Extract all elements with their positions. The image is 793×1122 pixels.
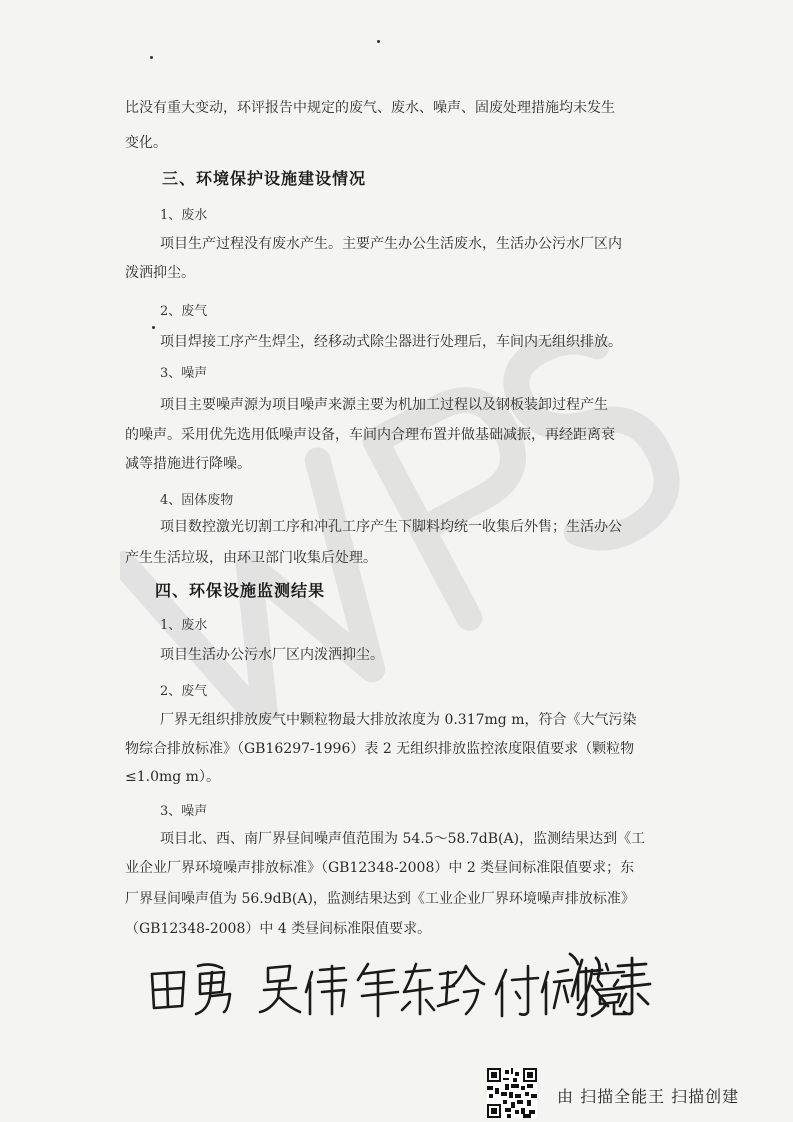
paragraph-line: （GB12348-2008）中 4 类昼间标准限值要求。 — [125, 921, 432, 937]
paragraph-line: 业企业厂界环境噪声排放标准》（GB12348-2008）中 2 类昼间标准限值要求；东 — [125, 860, 635, 876]
paragraph-line: 项目数控激光切割工序和冲孔工序产生下脚料均统一收集后外售；生活办公 — [160, 519, 622, 535]
paragraph-line: 项目生产过程没有废水产生。主要产生办公生活废水，生活办公污水厂区内 — [160, 236, 622, 252]
subsection-title: 1、废水 — [160, 208, 208, 223]
scan-speck — [152, 326, 155, 329]
intro-line: 比没有重大变动，环评报告中规定的废气、废水、噪声、固废处理措施均未发生 — [125, 100, 615, 116]
paragraph-line: 项目北、西、南厂界昼间噪声值范围为 54.5～58.7dB(A)，监测结果达到《工 — [160, 831, 646, 847]
subsection-title: 2、废气 — [160, 684, 208, 699]
paragraph-line: 产生生活垃圾，由环卫部门收集后处理。 — [125, 550, 377, 566]
intro-line: 变化。 — [125, 135, 167, 151]
subsection-title: 4、固体废物 — [160, 493, 234, 508]
scan-speck — [377, 40, 380, 43]
section-4-heading: 四、环保设施监测结果 — [155, 581, 326, 600]
scan-speck — [150, 56, 153, 59]
paragraph-line: 减等措施进行降噪。 — [125, 456, 251, 472]
paragraph-line: 项目焊接工序产生焊尘，经移动式除尘器进行处理后，车间内无组织排放。 — [160, 334, 622, 350]
paragraph-line: 厂界昼间噪声值为 56.9dB(A)，监测结果达到《工业企业厂界环境噪声排放标准》 — [125, 891, 635, 907]
paragraph-line: 项目主要噪声源为项目噪声来源主要为机加工过程以及钢板装卸过程产生 — [160, 397, 608, 413]
paragraph-line: 的噪声。采用优先选用低噪声设备，车间内合理布置并做基础减振，再经距离衰 — [125, 427, 615, 443]
scanner-footer — [487, 1068, 787, 1118]
paragraph-line: 物综合排放标准》（GB16297-1996）表 2 无组织排放监控浓度限值要求（颗粒物 — [125, 741, 635, 757]
subsection-title: 3、噪声 — [160, 366, 208, 381]
paragraph-line: 泼洒抑尘。 — [125, 265, 195, 281]
paragraph-line: 厂界无组织排放废气中颗粒物最大排放浓度为 0.317mg m，符合《大气污染 — [160, 712, 637, 728]
paragraph-line: 项目生活办公污水厂区内泼洒抑尘。 — [160, 647, 384, 663]
scan-credit-text: 由 扫描全能王 扫描创建 — [557, 1087, 740, 1106]
subsection-title: 2、废气 — [160, 304, 208, 319]
section-3-heading: 三、环境保护设施建设情况 — [162, 169, 367, 188]
paragraph-line: ≤1.0mg m）。 — [125, 769, 220, 785]
handwritten-signature-last — [568, 950, 658, 1020]
subsection-title: 1、废水 — [160, 618, 208, 633]
subsection-title: 3、噪声 — [160, 804, 208, 819]
qr-code-icon — [487, 1068, 537, 1118]
